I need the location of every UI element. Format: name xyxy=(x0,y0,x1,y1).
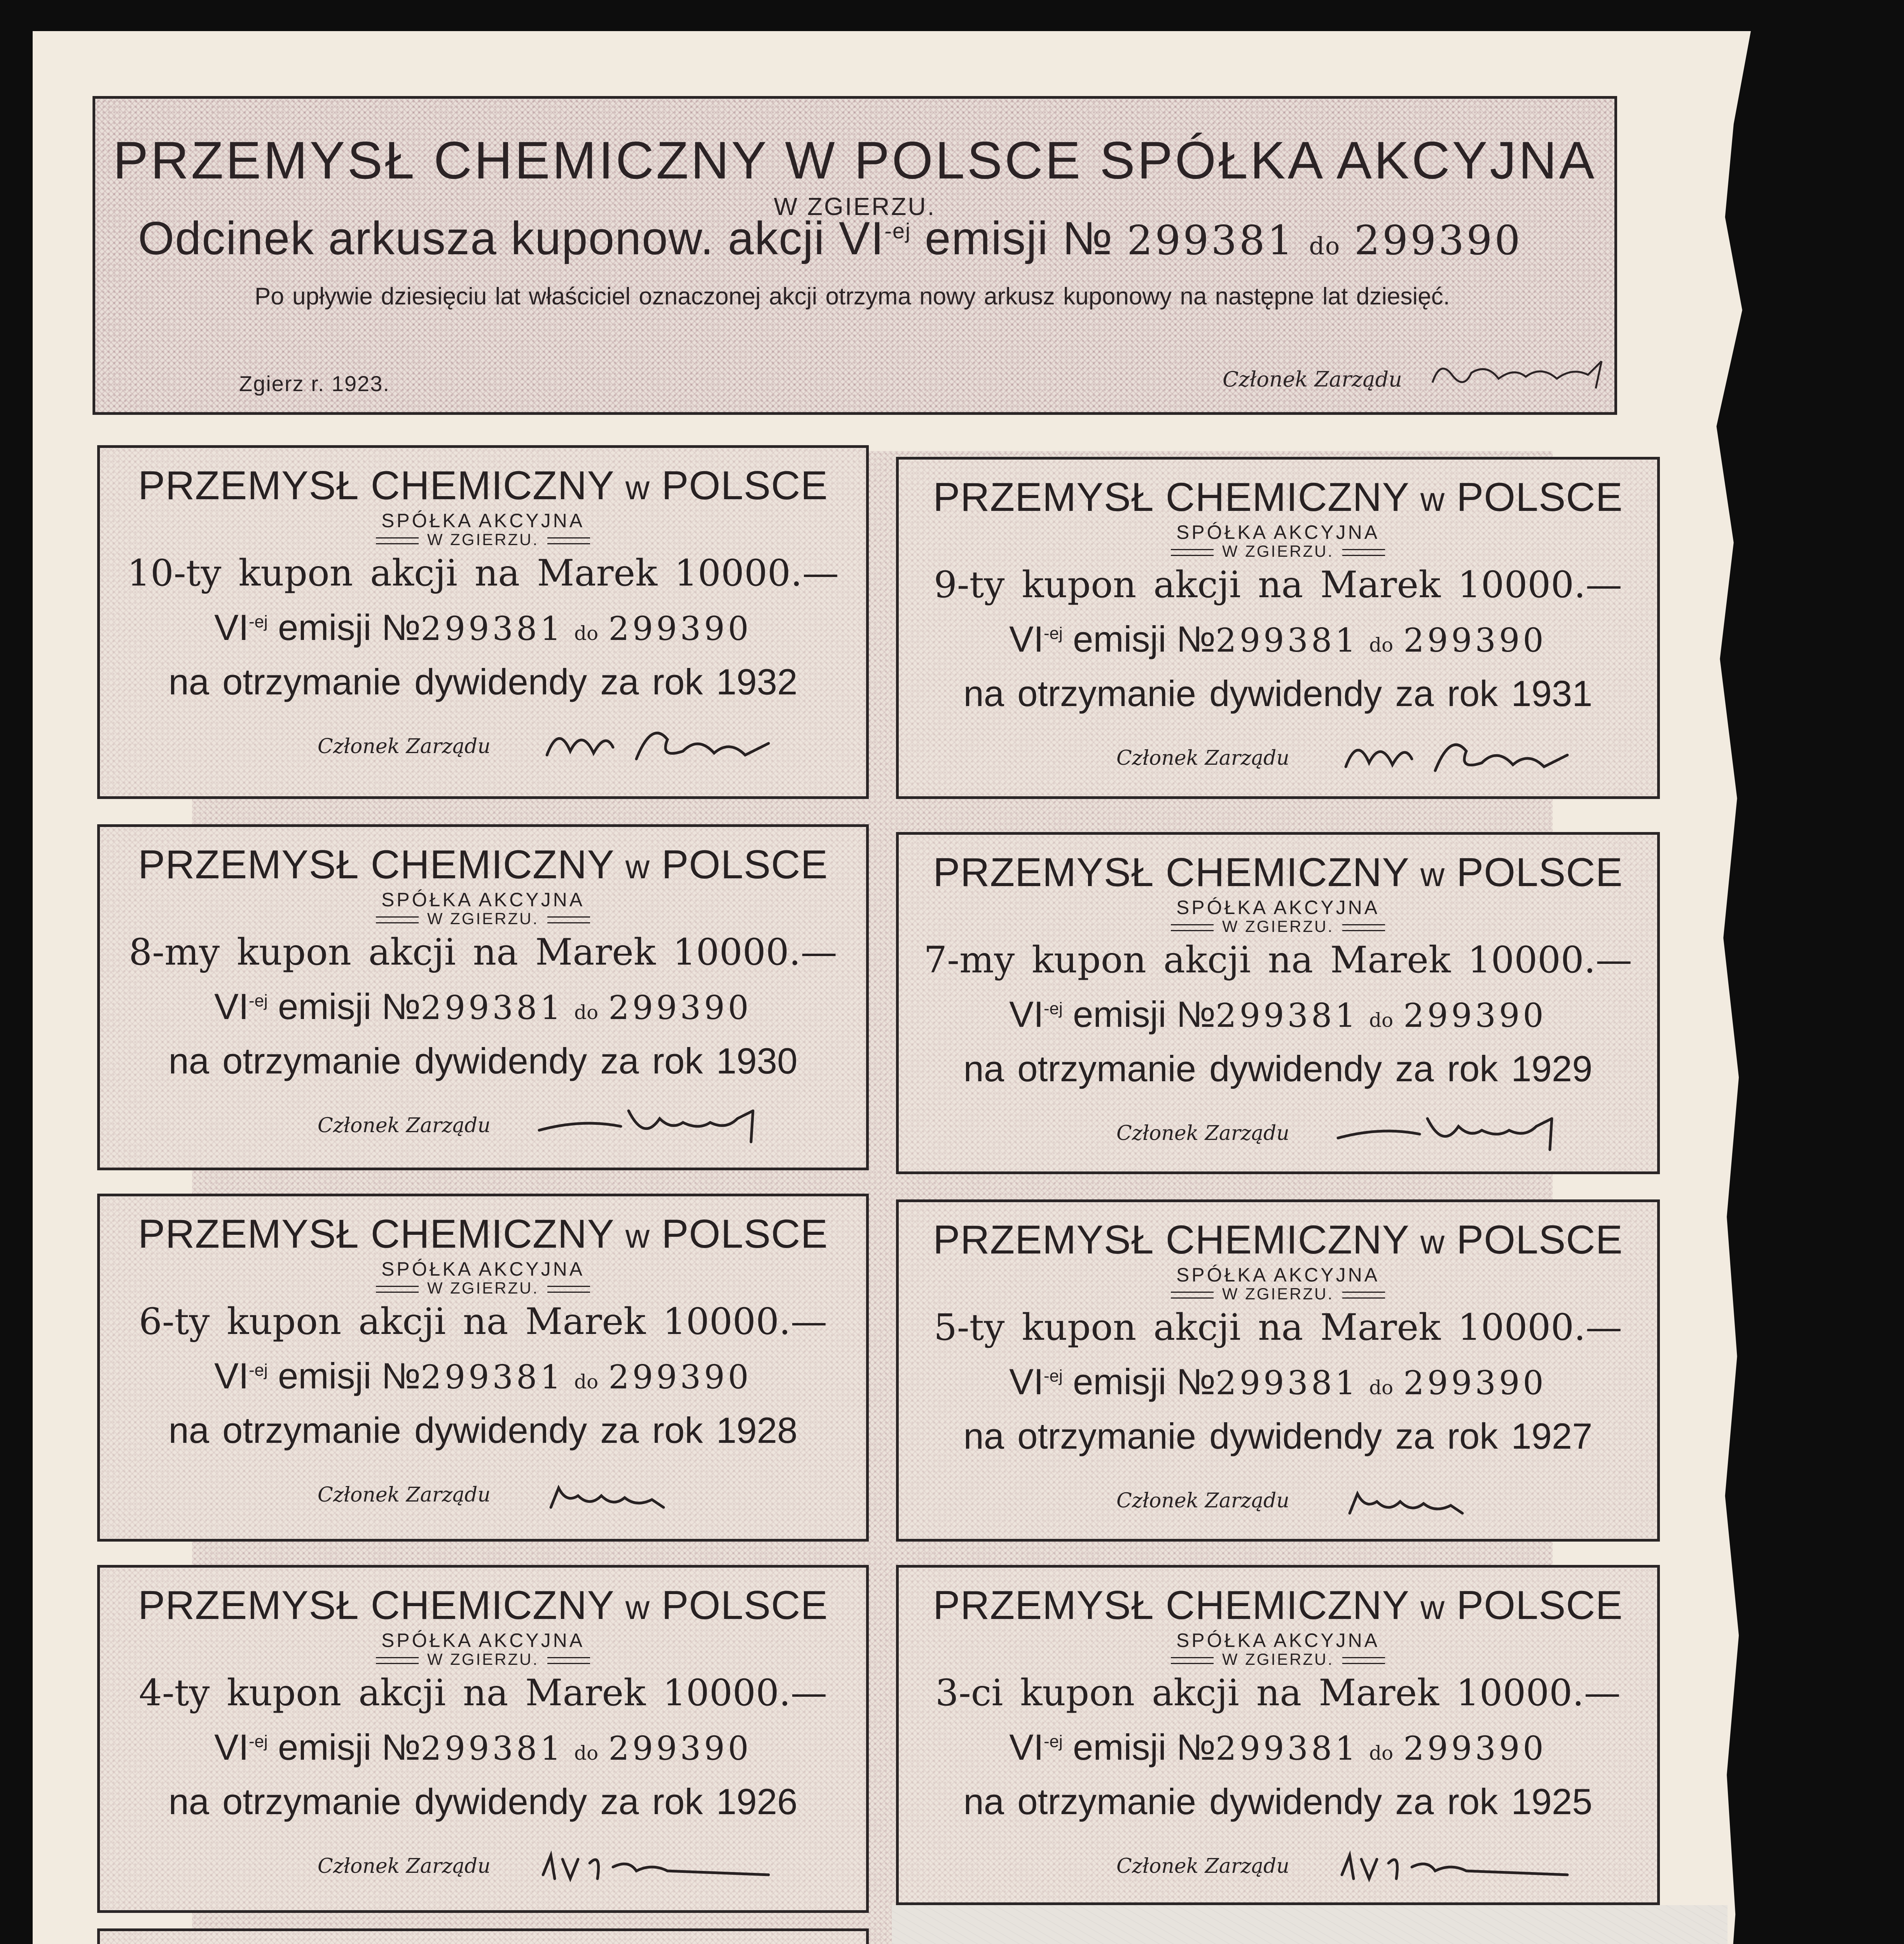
emission-word: emisji xyxy=(1073,1727,1167,1767)
handwritten-signature xyxy=(1334,728,1575,782)
coupon-title-main: PRZEMYSŁ CHEMICZNY xyxy=(138,1212,614,1257)
emission-roman: VI xyxy=(1009,1727,1044,1767)
emission-word: emisji xyxy=(278,1355,372,1396)
coupon-amount-line xyxy=(100,552,866,594)
coupon-emission-line xyxy=(100,607,866,649)
coupon-emission-line xyxy=(899,993,1657,1035)
coupon-amount: kupon akcji na Marek 10000.— xyxy=(238,552,839,594)
coupon-guilloche xyxy=(100,1931,866,1944)
coupon-title-main: PRZEMYSŁ CHEMICZNY xyxy=(933,1217,1409,1262)
number-to: 299390 xyxy=(608,1358,752,1396)
coupon-dividend-line xyxy=(100,1040,866,1082)
coupon-title-end: POLSCE xyxy=(1456,1217,1623,1262)
number-sign: № xyxy=(1176,1727,1216,1767)
number-to: 299390 xyxy=(608,610,752,648)
emission-roman: VI xyxy=(214,1727,249,1767)
emission-word: emisji xyxy=(1073,994,1167,1035)
number-to-word: do xyxy=(574,1371,599,1393)
number-to: 299390 xyxy=(1403,1364,1547,1402)
coupon-city xyxy=(899,542,1657,561)
coupon-signature-label: Członek Zarządu xyxy=(1116,1489,1289,1512)
coupon-emission-line xyxy=(100,1355,866,1397)
coupon-ordinal: 9-ty xyxy=(934,564,1005,606)
dividend-year: 1929 xyxy=(1511,1048,1593,1089)
coupon-title-w: w xyxy=(1420,856,1445,893)
emission-sup: -ej xyxy=(1043,999,1063,1018)
emission-word: emisji xyxy=(278,607,372,648)
coupon-5-ty xyxy=(896,1199,1660,1542)
emission-sup: -ej xyxy=(248,612,268,631)
number-to-word: do xyxy=(1369,1376,1394,1399)
coupon-company: SPÓŁKA AKCYJNA xyxy=(381,510,585,531)
coupon-title-main: PRZEMYSŁ CHEMICZNY xyxy=(138,463,614,508)
coupon-signature-label: Członek Zarządu xyxy=(1116,1855,1289,1878)
coupon-dividend-line xyxy=(100,1409,866,1451)
blank-panel xyxy=(892,1905,1728,1944)
coupon-city-text: W ZGIERZU. xyxy=(1222,1650,1334,1668)
coupon-amount-line xyxy=(100,1672,866,1714)
dividend-year: 1932 xyxy=(716,661,798,702)
number-sign: № xyxy=(1062,212,1113,264)
coupon-city-text: W ZGIERZU. xyxy=(1222,917,1334,935)
coupon-title xyxy=(899,1582,1657,1629)
coupon-title-w: w xyxy=(625,848,650,886)
emission-roman: VI xyxy=(1009,619,1044,659)
emission-sup: -ej xyxy=(1043,1366,1063,1386)
coupon-emission-line xyxy=(100,986,866,1028)
number-to-word: do xyxy=(1369,1742,1394,1764)
coupon-amount: kupon akcji na Marek 10000.— xyxy=(227,1672,827,1714)
coupon-amount: kupon akcji na Marek 10000.— xyxy=(1032,939,1632,981)
coupon-ordinal: 6-ty xyxy=(139,1301,210,1343)
emission-sup: -ej xyxy=(1043,624,1063,643)
coupon-amount: kupon akcji na Marek 10000.— xyxy=(1022,564,1622,606)
number-to-word: do xyxy=(574,1742,599,1764)
coupon-title-end: POLSCE xyxy=(661,1212,828,1257)
coupon-dividend-line xyxy=(899,1048,1657,1090)
coupon-title-end: POLSCE xyxy=(1456,475,1623,520)
number-to-word: do xyxy=(574,622,599,645)
number-to: 299390 xyxy=(1403,996,1547,1035)
number-from: 299381 xyxy=(421,1358,564,1396)
coupon-city xyxy=(899,1285,1657,1303)
number-from: 299381 xyxy=(1216,621,1359,659)
coupon-amount-line xyxy=(899,1672,1657,1714)
coupon-7-my xyxy=(896,832,1660,1174)
coupon-amount: kupon akcji na Marek 10000.— xyxy=(227,1301,827,1343)
emission-roman: VI xyxy=(1009,1361,1044,1402)
coupon-title-w: w xyxy=(1420,1224,1445,1261)
number-from: 299381 xyxy=(421,1729,564,1767)
coupon-title-end: POLSCE xyxy=(1456,850,1623,895)
coupon-company: SPÓŁKA AKCYJNA xyxy=(381,1629,585,1651)
emission-sup: -ej xyxy=(1043,1732,1063,1751)
coupon-emission-line xyxy=(100,1726,866,1768)
header-signature-label: Członek Zarządu xyxy=(1223,367,1402,392)
emission-roman: VI xyxy=(214,1355,249,1396)
number-to: 299390 xyxy=(608,989,752,1027)
coupon-company: SPÓŁKA AKCYJNA xyxy=(1176,521,1380,543)
coupon-signature-label: Członek Zarządu xyxy=(318,1483,491,1507)
emission-sup: -ej xyxy=(248,1732,268,1751)
coupon-ordinal: 3-ci xyxy=(935,1672,1003,1714)
number-from: 299381 xyxy=(1127,217,1295,264)
emission-sup: -ej xyxy=(248,991,268,1010)
number-to-word: do xyxy=(574,1001,599,1024)
coupon-title xyxy=(100,1582,866,1629)
number-from: 299381 xyxy=(421,989,564,1027)
number-from: 299381 xyxy=(1216,1364,1359,1402)
dividend-text: na otrzymanie dywidendy za rok xyxy=(963,1048,1498,1089)
header-box xyxy=(93,96,1617,415)
number-sign: № xyxy=(1176,994,1216,1035)
coupon-10-ty xyxy=(97,445,869,799)
coupon-title xyxy=(899,1217,1657,1263)
header-notice: Po upływie dziesięciu lat właściciel oznaczonej akcji otrzyma nowy arkusz kuponowy na następne lat dziesięć. xyxy=(255,283,1450,310)
number-from: 299381 xyxy=(1216,1729,1359,1767)
coupon-title-w: w xyxy=(625,1589,650,1626)
coupon-company: SPÓŁKA AKCYJNA xyxy=(381,889,585,911)
coupon-title-end: POLSCE xyxy=(661,842,828,887)
number-sign: № xyxy=(1176,1361,1216,1402)
coupon-amount-line xyxy=(899,1306,1657,1349)
emission-word: emisji xyxy=(1073,1361,1167,1402)
sheet-prefix: Odcinek arkusza kuponow. akcji VI xyxy=(138,212,885,264)
coupon-title-end: POLSCE xyxy=(661,463,828,508)
coupon-dividend-line xyxy=(100,661,866,703)
handwritten-signature xyxy=(535,1836,776,1890)
coupon-title-main: PRZEMYSŁ CHEMICZNY xyxy=(933,475,1409,520)
coupon-city-text: W ZGIERZU. xyxy=(427,1279,539,1297)
header-sheet-line xyxy=(138,212,1523,265)
emission-roman: VI xyxy=(214,607,249,648)
coupon-ordinal: 7-my xyxy=(924,939,1015,981)
number-to-word: do xyxy=(1309,232,1341,260)
number-from: 299381 xyxy=(1216,996,1359,1035)
coupon-ordinal: 10-ty xyxy=(127,552,222,594)
coupon-amount: kupon akcji na Marek 10000.— xyxy=(237,931,837,974)
number-sign: № xyxy=(381,1355,421,1396)
dividend-year: 1931 xyxy=(1511,673,1593,714)
coupon-4-ty xyxy=(97,1565,869,1913)
number-to-word: do xyxy=(1369,1009,1394,1031)
emission-roman: VI xyxy=(214,986,249,1027)
coupon-title-w: w xyxy=(625,469,650,507)
handwritten-signature xyxy=(535,1465,776,1519)
emission-roman: VI xyxy=(1009,994,1044,1035)
number-to-word: do xyxy=(1369,634,1394,656)
coupon-6-ty xyxy=(97,1194,869,1542)
coupon-company: SPÓŁKA AKCYJNA xyxy=(381,1258,585,1280)
coupon-signature-label: Członek Zarządu xyxy=(318,1855,491,1878)
handwritten-signature xyxy=(1334,1103,1575,1157)
number-to: 299390 xyxy=(608,1729,752,1767)
coupon-ordinal: 5-ty xyxy=(934,1306,1005,1349)
coupon-3-ci xyxy=(896,1565,1660,1905)
coupon-title-main: PRZEMYSŁ CHEMICZNY xyxy=(138,842,614,887)
coupon-city xyxy=(100,530,866,549)
coupon-title xyxy=(899,850,1657,896)
number-to: 299390 xyxy=(1403,621,1547,659)
sheet-sup: -ej xyxy=(884,219,911,243)
dividend-text: na otrzymanie dywidendy za rok xyxy=(168,1410,703,1451)
dividend-text: na otrzymanie dywidendy za rok xyxy=(963,1781,1498,1822)
coupon-dividend-line xyxy=(899,1415,1657,1457)
sheet-word: emisji xyxy=(924,212,1049,264)
dividend-text: na otrzymanie dywidendy za rok xyxy=(168,661,703,702)
dividend-year: 1930 xyxy=(716,1040,798,1081)
handwritten-signature xyxy=(1334,1470,1575,1525)
number-sign: № xyxy=(381,986,421,1027)
coupon-city xyxy=(100,909,866,928)
coupon-dividend-line xyxy=(899,1781,1657,1823)
coupon-9-ty xyxy=(896,457,1660,799)
number-to: 299390 xyxy=(1354,217,1523,264)
dividend-year: 1928 xyxy=(716,1410,798,1451)
coupon-amount: kupon akcji na Marek 10000.— xyxy=(1022,1306,1622,1349)
emission-word: emisji xyxy=(278,986,372,1027)
coupon-dividend-line xyxy=(100,1781,866,1823)
coupon-city-text: W ZGIERZU. xyxy=(427,530,539,549)
number-sign: № xyxy=(1176,619,1216,659)
header-place-date: Zgierz r. 1923. xyxy=(239,371,390,396)
coupon-title xyxy=(100,1211,866,1257)
coupon-city-text: W ZGIERZU. xyxy=(427,909,539,928)
coupon-signature-label: Członek Zarządu xyxy=(1116,1122,1289,1145)
coupon-title xyxy=(100,463,866,509)
coupon-emission-line xyxy=(899,618,1657,660)
number-sign: № xyxy=(381,1727,421,1767)
emission-word: emisji xyxy=(278,1727,372,1767)
handwritten-signature xyxy=(1334,1836,1575,1890)
coupon-amount-line xyxy=(100,931,866,974)
number-sign: № xyxy=(381,607,421,648)
coupon-company: SPÓŁKA AKCYJNA xyxy=(1176,1629,1380,1651)
coupon-emission-line xyxy=(899,1361,1657,1403)
emission-word: emisji xyxy=(1073,619,1167,659)
coupon-ordinal: 4-ty xyxy=(139,1672,210,1714)
coupon-title-main: PRZEMYSŁ CHEMICZNY xyxy=(933,850,1409,895)
coupon-title-w: w xyxy=(1420,481,1445,518)
coupon-city xyxy=(100,1650,866,1669)
coupon-amount-line xyxy=(899,939,1657,981)
coupon-title-w: w xyxy=(625,1218,650,1255)
coupon-city-text: W ZGIERZU. xyxy=(1222,542,1334,560)
dividend-text: na otrzymanie dywidendy za rok xyxy=(168,1781,703,1822)
dividend-text: na otrzymanie dywidendy za rok xyxy=(963,673,1498,714)
coupon-city-text: W ZGIERZU. xyxy=(1222,1285,1334,1303)
coupon-8-my xyxy=(97,824,869,1170)
coupon-company: SPÓŁKA AKCYJNA xyxy=(1176,1264,1380,1286)
number-to: 299390 xyxy=(1403,1729,1547,1767)
coupon-emission-line xyxy=(899,1726,1657,1768)
header-title: PRZEMYSŁ CHEMICZNY W POLSCE SPÓŁKA AKCYJNA xyxy=(113,131,1597,190)
coupon-company: SPÓŁKA AKCYJNA xyxy=(1176,897,1380,918)
coupon-city xyxy=(899,917,1657,936)
coupon-signature-label: Członek Zarządu xyxy=(1116,746,1289,770)
coupon-amount-line xyxy=(899,564,1657,606)
coupon-city xyxy=(100,1279,866,1297)
coupon-title xyxy=(899,474,1657,521)
dividend-year: 1926 xyxy=(716,1781,798,1822)
coupon-title xyxy=(100,842,866,888)
coupon-title-end: POLSCE xyxy=(661,1583,828,1628)
coupon-amount-line xyxy=(100,1301,866,1343)
handwritten-signature xyxy=(535,1095,776,1150)
emission-sup: -ej xyxy=(248,1360,268,1380)
coupon-city xyxy=(899,1650,1657,1669)
coupon-title-end: POLSCE xyxy=(1456,1583,1623,1628)
coupon-title-w: w xyxy=(1420,1589,1445,1626)
number-from: 299381 xyxy=(421,610,564,648)
dividend-text: na otrzymanie dywidendy za rok xyxy=(168,1040,703,1081)
dividend-year: 1927 xyxy=(1511,1416,1593,1456)
coupon-2-gi xyxy=(97,1928,869,1944)
coupon-title-main: PRZEMYSŁ CHEMICZNY xyxy=(138,1583,614,1628)
coupon-dividend-line xyxy=(899,673,1657,715)
coupon-signature-label: Członek Zarządu xyxy=(318,735,491,758)
coupon-amount: kupon akcji na Marek 10000.— xyxy=(1020,1672,1621,1714)
handwritten-signature xyxy=(1425,351,1611,394)
handwritten-signature xyxy=(535,716,776,771)
dividend-text: na otrzymanie dywidendy za rok xyxy=(963,1416,1498,1456)
header-subtitle: W ZGIERZU. xyxy=(774,192,936,220)
coupon-city-text: W ZGIERZU. xyxy=(427,1650,539,1668)
coupon-signature-label: Członek Zarządu xyxy=(318,1114,491,1137)
dividend-year: 1925 xyxy=(1511,1781,1593,1822)
coupon-ordinal: 8-my xyxy=(129,931,220,974)
coupon-title-main: PRZEMYSŁ CHEMICZNY xyxy=(933,1583,1409,1628)
